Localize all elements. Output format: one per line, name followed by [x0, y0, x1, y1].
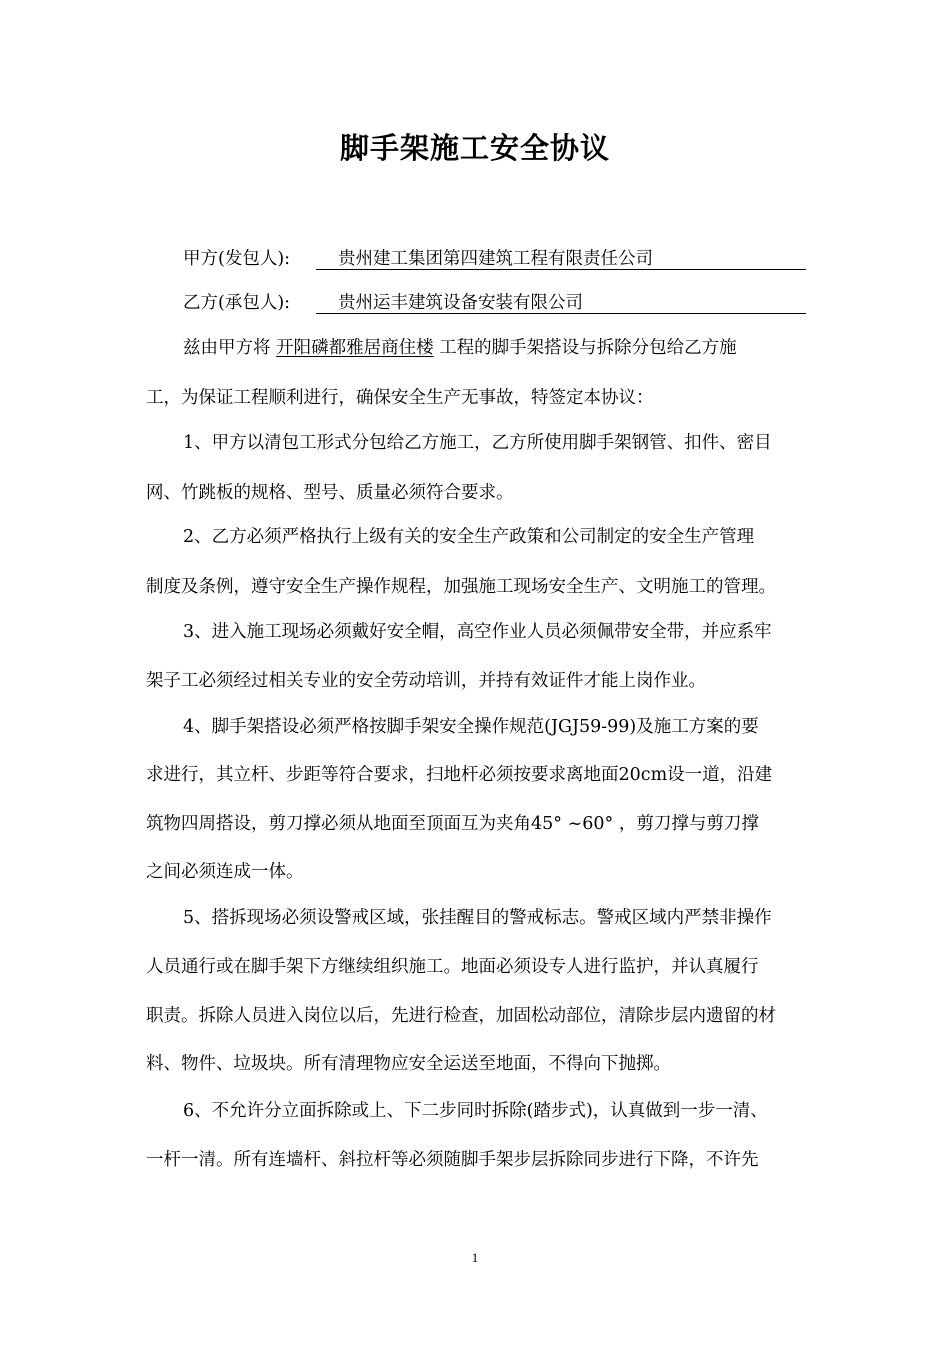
party-a-value: 贵州建工集团第四建筑工程有限责任公司 [338, 249, 653, 269]
party-a-line [183, 247, 806, 271]
clause-line: 4、脚手架搭设必须严格按脚手架安全操作规范(JGJ59-99)及施工方案的要 [183, 717, 759, 737]
clause-line: 网、竹跳板的规格、型号、质量必须符合要求。 [146, 483, 514, 503]
page-number: 1 [471, 1250, 479, 1265]
intro-line-1 [183, 336, 806, 360]
clause-line: 2、乙方必须严格执行上级有关的安全生产政策和公司制定的安全生产管理 [183, 527, 755, 547]
party-a-label: 甲方(发包人): [183, 249, 291, 269]
clause-line: 6、不允许分立面拆除或上、下二步同时拆除(踏步式)，认真做到一步一清、 [183, 1101, 768, 1121]
clause-line: 之间必须连成一体。 [146, 862, 304, 882]
intro-line-2: 工，为保证工程顺利进行，确保安全生产无事故，特签定本协议： [146, 388, 654, 408]
clause-line: 筑物四周搭设，剪刀撑必须从地面至顶面互为夹角45° ~60° ，剪刀撑与剪刀撑 [146, 814, 759, 834]
clause-line: 架子工必须经过相关专业的安全劳动培训，并持有效证件才能上岗作业。 [146, 671, 706, 691]
page-title: 脚手架施工安全协议 [339, 131, 610, 165]
project-name: 开阳磷都雅居商住楼 [276, 338, 434, 358]
clause-line: 求进行，其立杆、步距等符合要求，扫地杆必须按要求离地面20cm设一道，沿建 [146, 765, 773, 785]
party-b-value: 贵州运丰建筑设备安装有限公司 [338, 293, 583, 313]
intro-prefix: 兹由甲方将 [183, 338, 271, 358]
clause-line: 职责。拆除人员进入岗位以后，先进行检查，加固松动部位，清除步层内遗留的材 [146, 1006, 776, 1026]
clause-line: 制度及条例，遵守安全生产操作规程，加强施工现场安全生产、文明施工的管理。 [146, 577, 776, 597]
clause-line: 料、物件、垃圾块。所有清理物应安全运送至地面，不得向下抛掷。 [146, 1054, 671, 1074]
party-b-line [183, 291, 806, 315]
clause-line: 3、进入施工现场必须戴好安全帽，高空作业人员必须佩带安全带，并应系牢 [183, 622, 772, 642]
clause-line: 人员通行或在脚手架下方继续组织施工。地面必须设专人进行监护，并认真履行 [146, 957, 759, 977]
clause-line: 1、甲方以清包工形式分包给乙方施工，乙方所使用脚手架钢管、扣件、密目 [183, 433, 772, 453]
clause-line: 一杆一清。所有连墙杆、斜拉杆等必须随脚手架步层拆除同步进行下降，不许先 [146, 1150, 759, 1170]
clause-line: 5、搭拆现场必须设警戒区域，张挂醒目的警戒标志。警戒区域内严禁非操作 [183, 908, 772, 928]
party-b-label: 乙方(承包人): [183, 293, 291, 313]
intro-suffix: 工程的脚手架搭设与拆除分包给乙方施 [439, 338, 737, 358]
